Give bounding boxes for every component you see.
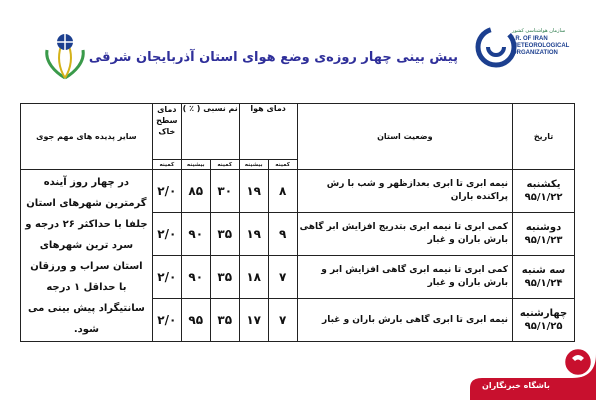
header-condition: وضعیت استان bbox=[297, 104, 512, 170]
hum-max-cell: ۹۵ bbox=[181, 299, 210, 342]
other-phenomena-cell: در چهار روز آینده گرمترین شهرهای استان جلفا با حداکثر ۲۶ درجه و سرد ترین شهرهای استان سراب و ورزقان با حداقل ۱ درجه سانتیگراد پیش بینی می شود. bbox=[21, 170, 153, 342]
header-air-min: کمینه bbox=[268, 160, 297, 170]
day-name: یکشنبه bbox=[526, 179, 561, 190]
soil-min-cell: ۲/۰ bbox=[152, 213, 181, 256]
hum-max-cell: ۹۰ bbox=[181, 256, 210, 299]
header bbox=[0, 0, 600, 100]
air-min-cell: ۷ bbox=[268, 299, 297, 342]
soil-min-cell: ۲/۰ bbox=[152, 170, 181, 213]
soil-min-cell: ۲/۰ bbox=[152, 256, 181, 299]
org-name-fa: سازمان هواشناسی کشور bbox=[512, 28, 566, 34]
air-min-cell: ۸ bbox=[268, 170, 297, 213]
header-hum-max: بیشینه bbox=[181, 160, 210, 170]
date-cell bbox=[513, 213, 575, 256]
header-soil-min: کمینه bbox=[152, 160, 181, 170]
date-value: ۹۵/۱/۲۴ bbox=[524, 278, 563, 289]
air-max-cell: ۱۹ bbox=[239, 170, 268, 213]
forecast-table bbox=[20, 103, 575, 342]
condition-cell: کمی ابری تا نیمه ابری گاهی افزایش ابر و بارش باران و غبار bbox=[297, 256, 512, 299]
header-hum-min: کمینه bbox=[210, 160, 239, 170]
hum-min-cell: ۳۵ bbox=[210, 256, 239, 299]
agriculture-logo-icon bbox=[35, 28, 95, 82]
condition-cell: نیمه ابری تا ابری بعدازظهر و شب با رش پراکنده باران bbox=[297, 170, 512, 213]
header-air-max: بیشینه bbox=[239, 160, 268, 170]
air-max-cell: ۱۷ bbox=[239, 299, 268, 342]
air-min-cell: ۷ bbox=[268, 256, 297, 299]
day-name: چهارشنبه bbox=[519, 308, 568, 319]
page-title: پیش بینی چهار روزه‌ی وضع هوای استان آذربایجان شرقی bbox=[88, 50, 458, 65]
hum-min-cell: ۳۵ bbox=[210, 213, 239, 256]
header-soil-temp: دمای سطح خاک bbox=[152, 104, 181, 160]
condition-cell: نیمه ابری تا ابری گاهی بارش باران و غبار bbox=[297, 299, 512, 342]
org-line-3: ORGANIZATION bbox=[512, 50, 558, 56]
header-humidity: نم نسبی ( ٪ ) bbox=[181, 104, 239, 160]
hum-min-cell: ۳۰ bbox=[210, 170, 239, 213]
air-max-cell: ۱۸ bbox=[239, 256, 268, 299]
date-cell bbox=[513, 170, 575, 213]
hum-max-cell: ۹۰ bbox=[181, 213, 210, 256]
watermark-badge-icon bbox=[468, 340, 596, 400]
org-line-1: I.R. OF IRAN bbox=[512, 36, 548, 42]
air-max-cell: ۱۹ bbox=[239, 213, 268, 256]
header-other: سایر پدیده های مهم جوی bbox=[21, 104, 153, 170]
date-value: ۹۵/۱/۲۳ bbox=[524, 235, 563, 246]
condition-cell: کمی ابری تا نیمه ابری بتدریج افزایش ابر گاهی بارش باران و غبار bbox=[297, 213, 512, 256]
hum-min-cell: ۳۵ bbox=[210, 299, 239, 342]
date-cell bbox=[513, 256, 575, 299]
air-min-cell: ۹ bbox=[268, 213, 297, 256]
day-name: دوشنبه bbox=[525, 222, 562, 233]
soil-min-cell: ۲/۰ bbox=[152, 299, 181, 342]
header-date: تاریخ bbox=[513, 104, 575, 170]
watermark-text: باشگاه خبرنگاران bbox=[482, 381, 550, 390]
table-row bbox=[21, 170, 575, 213]
day-name: سه شنبه bbox=[521, 265, 566, 276]
header-air-temp: دمای هوا bbox=[239, 104, 297, 160]
org-name bbox=[512, 36, 569, 57]
date-cell bbox=[513, 299, 575, 342]
date-value: ۹۵/۱/۲۵ bbox=[524, 321, 563, 332]
hum-max-cell: ۸۵ bbox=[181, 170, 210, 213]
date-value: ۹۵/۱/۲۲ bbox=[524, 192, 563, 203]
org-line-2: METEOROLOGICAL bbox=[512, 43, 570, 49]
